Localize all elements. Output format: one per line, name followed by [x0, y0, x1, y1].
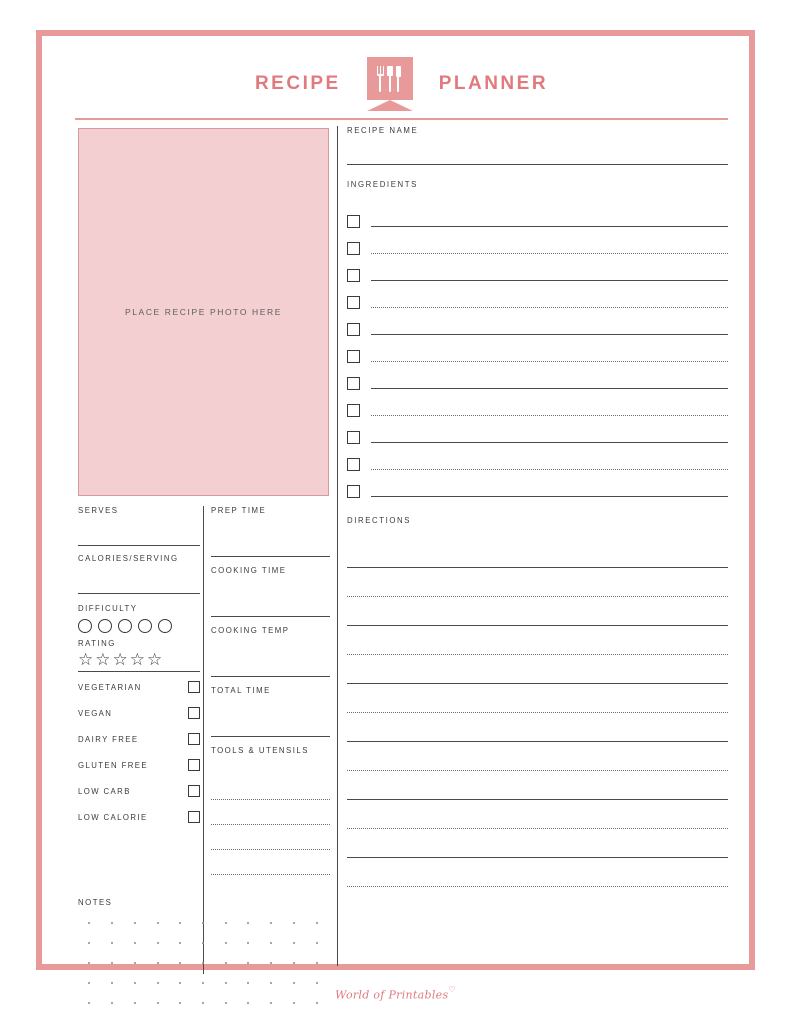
difficulty-circle[interactable] [98, 619, 112, 633]
notes-label: NOTES [78, 898, 113, 907]
directions-section [347, 516, 728, 887]
diet-row-dairy-free[interactable] [78, 726, 200, 752]
header-divider [75, 118, 728, 120]
diet-list [78, 674, 200, 830]
diet-checkbox[interactable] [188, 707, 200, 719]
directions-line[interactable] [347, 684, 728, 713]
recipe-name-input[interactable] [347, 164, 728, 165]
recipe-photo-placeholder[interactable] [78, 128, 329, 496]
ingredient-input[interactable] [371, 388, 728, 389]
directions-line[interactable] [347, 771, 728, 800]
rating-star[interactable]: ☆ [95, 650, 111, 670]
ingredient-input[interactable] [371, 253, 728, 254]
diet-row-vegetarian[interactable] [78, 674, 200, 700]
rating-star[interactable]: ☆ [147, 650, 163, 670]
title-word-planner: PLANNER [438, 72, 549, 94]
tools-line[interactable] [211, 850, 330, 875]
ingredient-checkbox[interactable] [347, 458, 360, 471]
ingredient-row[interactable] [347, 419, 728, 446]
total-time-input[interactable] [211, 736, 330, 737]
heart-icon: ♡ [448, 985, 456, 994]
ingredient-checkbox[interactable] [347, 350, 360, 363]
ingredient-input[interactable] [371, 307, 728, 308]
ingredient-row[interactable] [347, 257, 728, 284]
field-rating [78, 639, 200, 672]
ingredient-checkbox[interactable] [347, 404, 360, 417]
field-cooking-temp [211, 626, 330, 677]
directions-line[interactable] [347, 655, 728, 684]
rating-star[interactable]: ☆ [78, 650, 94, 670]
left-details-col-a [78, 506, 200, 830]
field-serves [78, 506, 200, 546]
directions-line[interactable] [347, 626, 728, 655]
diet-row-low-calorie[interactable] [78, 804, 200, 830]
recipe-name-label: RECIPE NAME [347, 126, 419, 135]
diet-checkbox[interactable] [188, 811, 200, 823]
directions-line[interactable] [347, 858, 728, 887]
field-total-time [211, 686, 330, 737]
ingredient-checkbox[interactable] [347, 377, 360, 390]
directions-line[interactable] [347, 829, 728, 858]
prep-time-input[interactable] [211, 556, 330, 557]
page-title [75, 46, 728, 121]
difficulty-circle[interactable] [158, 619, 172, 633]
difficulty-label: DIFFICULTY [78, 604, 138, 614]
field-tools-utensils [211, 746, 330, 875]
ingredient-checkbox[interactable] [347, 215, 360, 228]
field-prep-time [211, 506, 330, 557]
footer [0, 985, 791, 1003]
directions-line[interactable] [347, 568, 728, 597]
ingredient-input[interactable] [371, 334, 728, 335]
ingredient-row[interactable] [347, 392, 728, 419]
directions-line[interactable] [347, 539, 728, 568]
tools-label: TOOLS & UTENSILS [211, 746, 309, 756]
field-difficulty [78, 604, 200, 633]
difficulty-circles[interactable] [78, 619, 200, 633]
difficulty-circle[interactable] [118, 619, 132, 633]
diet-label: VEGETARIAN [78, 682, 142, 692]
left-column [75, 126, 330, 966]
calories-input[interactable] [78, 593, 200, 594]
ingredient-checkbox[interactable] [347, 431, 360, 444]
diet-checkbox[interactable] [188, 733, 200, 745]
tools-line[interactable] [211, 825, 330, 850]
title-word-recipe: RECIPE [254, 72, 341, 94]
page-content [75, 46, 728, 966]
tools-line[interactable] [211, 775, 330, 800]
calories-label: CALORIES/SERVING [78, 554, 179, 564]
ingredient-row[interactable] [347, 311, 728, 338]
ingredient-row[interactable] [347, 284, 728, 311]
ingredient-row[interactable] [347, 365, 728, 392]
diet-checkbox[interactable] [188, 759, 200, 771]
ingredient-row[interactable] [347, 473, 728, 500]
ingredient-input[interactable] [371, 442, 728, 443]
ingredients-label: INGREDIENTS [347, 180, 418, 190]
ingredient-row[interactable] [347, 446, 728, 473]
directions-line[interactable] [347, 713, 728, 742]
diet-label: LOW CARB [78, 786, 131, 796]
left-details [75, 506, 330, 966]
diet-row-low-carb[interactable] [78, 778, 200, 804]
left-details-col-b [211, 506, 330, 875]
cooking-time-label: COOKING TIME [211, 566, 287, 576]
footer-brand: World of Printables [335, 988, 449, 1002]
cooking-temp-input[interactable] [211, 676, 330, 677]
ingredient-input[interactable] [371, 280, 728, 281]
ingredient-checkbox[interactable] [347, 323, 360, 336]
ingredient-checkbox[interactable] [347, 269, 360, 282]
ingredient-checkbox[interactable] [347, 485, 360, 498]
field-recipe-name [347, 126, 728, 165]
column-divider [337, 126, 338, 966]
directions-label: DIRECTIONS [347, 516, 412, 526]
diet-checkbox[interactable] [188, 785, 200, 797]
ingredient-row[interactable] [347, 203, 728, 230]
rating-star[interactable]: ☆ [129, 650, 145, 670]
utensils-icon [367, 57, 413, 111]
ingredient-row[interactable] [347, 230, 728, 257]
rating-label: RATING [78, 639, 116, 649]
tools-line[interactable] [211, 800, 330, 825]
directions-line[interactable] [347, 800, 728, 829]
serves-label: SERVES [78, 506, 119, 515]
page-body [75, 126, 728, 966]
serves-input[interactable] [78, 545, 200, 546]
field-calories [78, 554, 200, 594]
difficulty-circle[interactable] [138, 619, 152, 633]
cooking-time-input[interactable] [211, 616, 330, 617]
rating-stars[interactable] [78, 650, 200, 669]
page-border [36, 30, 755, 970]
recipe-photo-label: PLACE RECIPE PHOTO HERE [124, 307, 283, 317]
ingredient-input[interactable] [371, 469, 728, 470]
field-cooking-time [211, 566, 330, 617]
diet-label: LOW CALORIE [78, 812, 148, 822]
cooking-temp-label: COOKING TEMP [211, 626, 290, 636]
ingredient-row[interactable] [347, 338, 728, 365]
page-header [75, 46, 728, 121]
diet-row-gluten-free[interactable] [78, 752, 200, 778]
rating-star[interactable]: ☆ [112, 650, 128, 670]
total-time-label: TOTAL TIME [211, 686, 271, 696]
ingredients-section [347, 180, 728, 500]
ingredient-input[interactable] [371, 226, 728, 227]
ingredient-input[interactable] [371, 361, 728, 362]
diet-label: DAIRY FREE [78, 734, 139, 744]
ingredient-checkbox[interactable] [347, 296, 360, 309]
directions-line[interactable] [347, 742, 728, 771]
prep-time-label: PREP TIME [211, 506, 267, 515]
diet-checkbox[interactable] [188, 681, 200, 693]
directions-line[interactable] [347, 597, 728, 626]
diet-label: VEGAN [78, 708, 113, 718]
difficulty-circle[interactable] [78, 619, 92, 633]
diet-label: GLUTEN FREE [78, 760, 148, 770]
right-column [347, 126, 728, 966]
rating-underline [78, 671, 200, 672]
ingredient-input[interactable] [371, 496, 728, 497]
ingredient-checkbox[interactable] [347, 242, 360, 255]
diet-row-vegan[interactable] [78, 700, 200, 726]
ingredient-input[interactable] [371, 415, 728, 416]
